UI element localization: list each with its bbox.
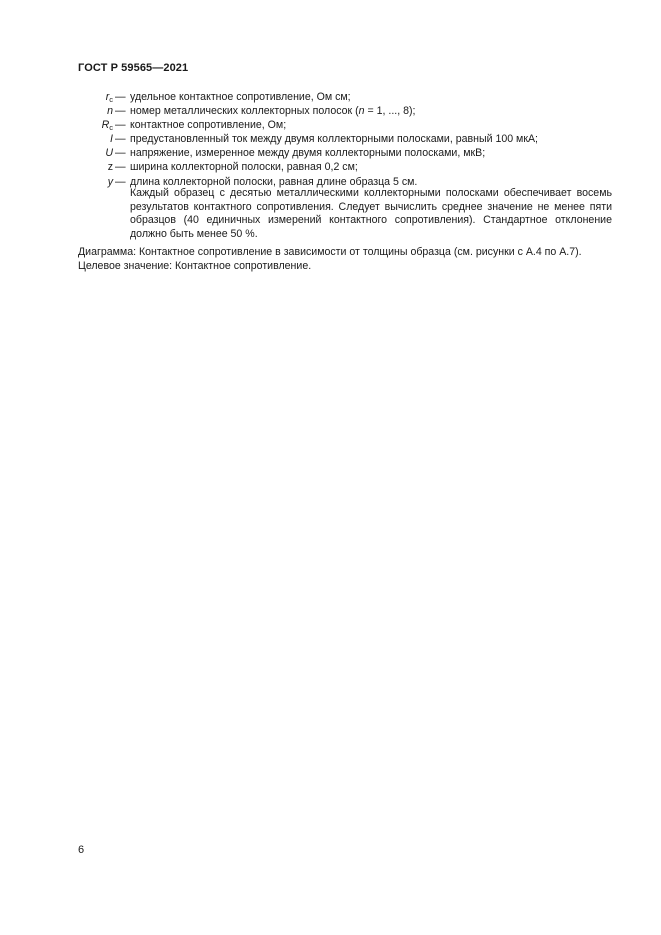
note-paragraph: Каждый образец с десятью металлическими коллекторными полосками обеспечивает восемь результатов контактного сопротивления. Следует вычислить среднее значение не менее пяти образцов (40 единичных измерений контактного сопротивления). Стандартное отклонение должно быть менее 50 %. xyxy=(130,187,612,240)
definition-text: напряжение, измеренное между двумя коллекторными полосками, мкВ; xyxy=(130,147,486,160)
definition-text: номер металлических коллекторных полосок (n = 1, ..., 8); xyxy=(130,105,416,118)
definition-text: удельное контактное сопротивление, Ом см; xyxy=(130,91,351,103)
definition-text: предустановленный ток между двумя коллекторными полосками, равный 100 мкА; xyxy=(130,133,538,146)
definition-item xyxy=(0,118,661,132)
definition-dash: — xyxy=(115,91,126,103)
definition-symbol: I xyxy=(110,133,113,146)
definition-symbol: n xyxy=(107,105,113,118)
definition-dash: — xyxy=(115,119,126,132)
definition-dash: — xyxy=(115,147,126,160)
definition-symbol: U xyxy=(105,147,113,160)
definition-dash: — xyxy=(115,175,126,188)
diagram-line: Диаграмма: Контактное сопротивление в зависимости от толщины образца (см. рисунки с А.4 по А.7). xyxy=(78,246,582,258)
target-value-line: Целевое значение: Контактное сопротивление. xyxy=(78,260,312,272)
definition-item xyxy=(0,90,661,104)
definition-symbol: $R_c$ xyxy=(101,119,113,133)
definition-symbol: z xyxy=(107,161,113,174)
definition-text: контактное сопротивление, Ом; xyxy=(130,119,287,132)
definition-dash: — xyxy=(115,133,126,146)
definition-item xyxy=(0,146,661,160)
definition-symbol: $r_c$ xyxy=(105,91,113,104)
definitions-list xyxy=(0,90,661,189)
definition-symbol: y xyxy=(107,175,113,188)
definition-dash: — xyxy=(115,105,126,118)
definition-text: ширина коллекторной полоски, равная 0,2 см; xyxy=(130,161,358,174)
definition-item xyxy=(0,104,661,118)
definition-item xyxy=(0,132,661,146)
definition-text: длина коллекторной полоски, равная длине образца 5 см. xyxy=(130,175,418,188)
document-header: ГОСТ Р 59565—2021 xyxy=(78,62,189,74)
definition-dash: — xyxy=(115,161,126,174)
definition-item xyxy=(0,160,661,174)
page-number: 6 xyxy=(78,844,85,856)
